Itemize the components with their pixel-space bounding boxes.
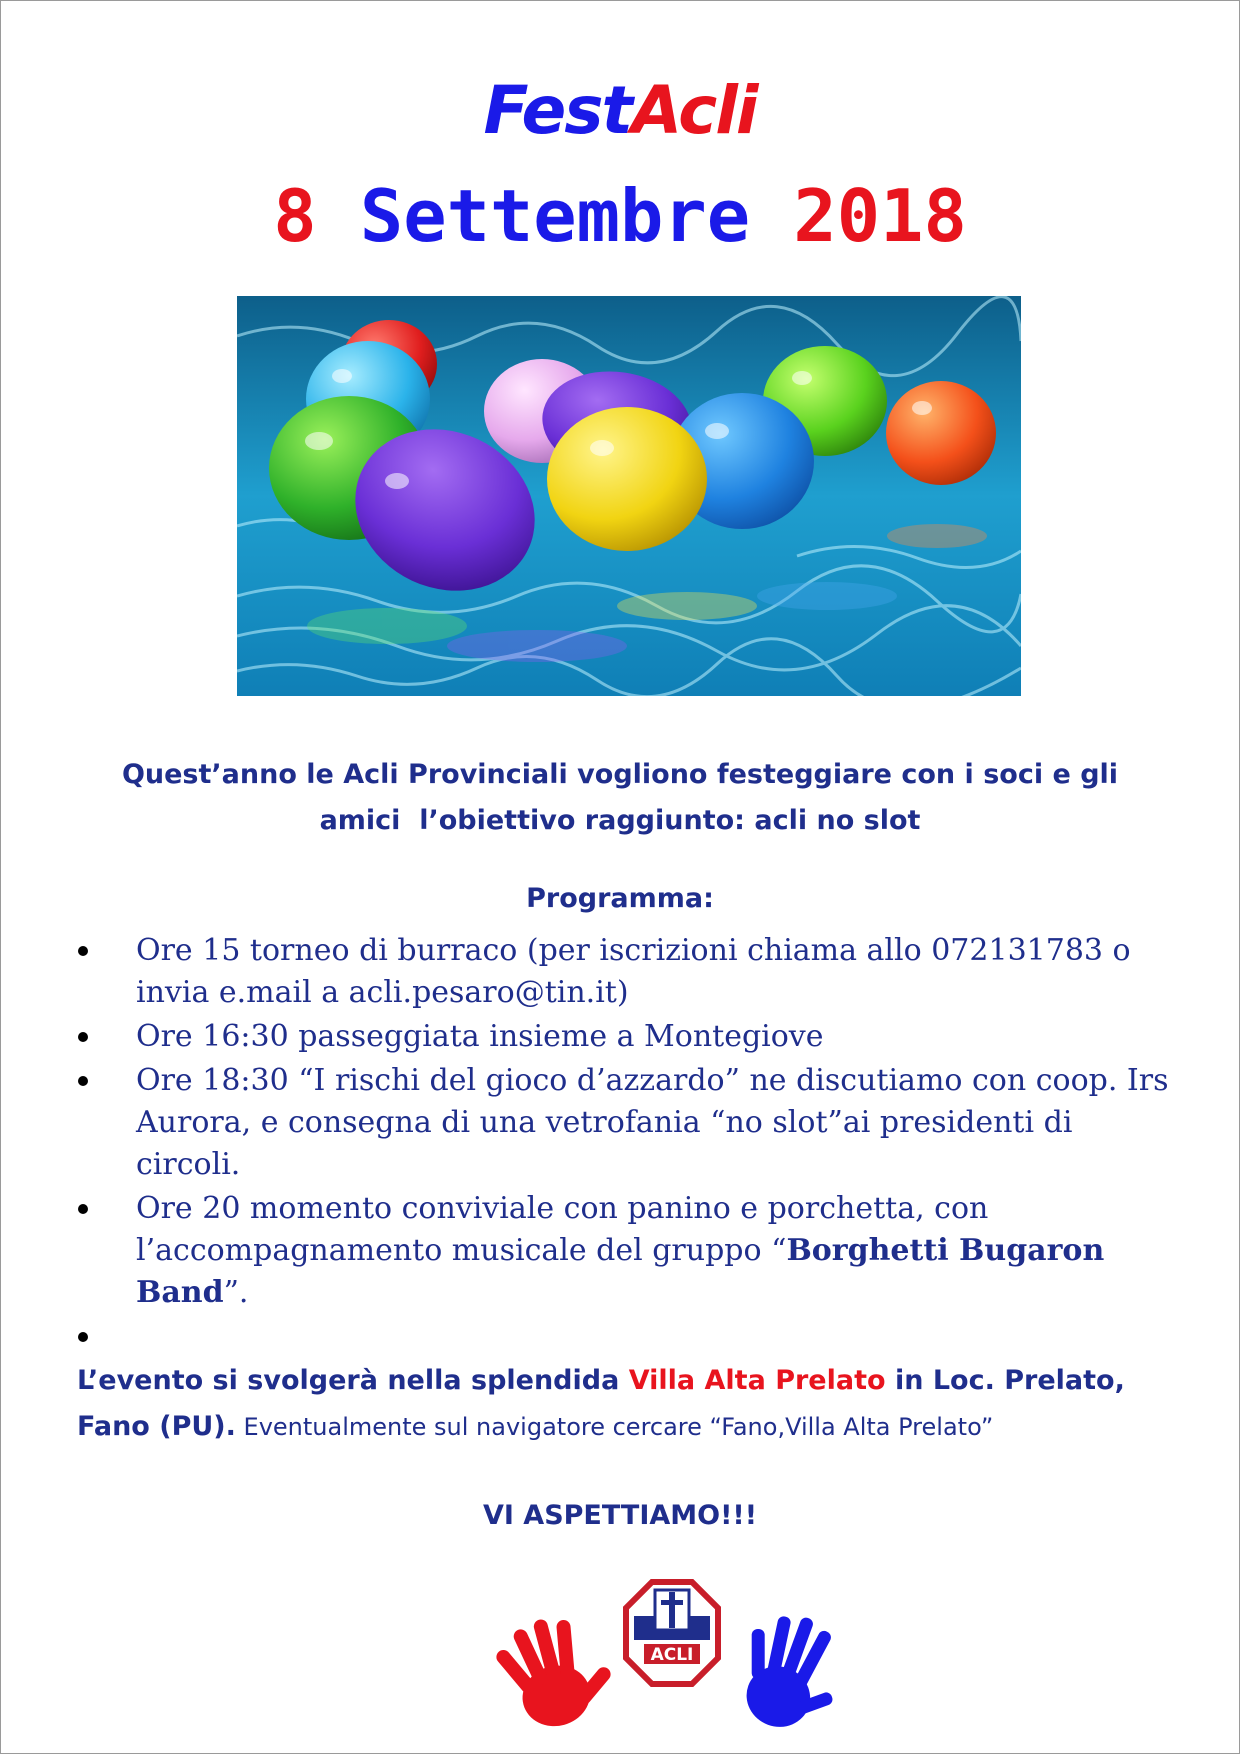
programma-heading: Programma:	[526, 883, 714, 914]
list-item-empty	[72, 1316, 1182, 1356]
bullet-icon	[78, 1032, 88, 1042]
date-year: 2018	[793, 174, 967, 258]
programma-item-2: Ore 16:30 passeggiata insieme a Montegiove	[136, 1019, 824, 1054]
list-item	[72, 1060, 1182, 1186]
programma-item-4-after: ”.	[223, 1275, 249, 1310]
event-location	[77, 1358, 1187, 1450]
intro-text	[90, 752, 1150, 844]
bullet-icon	[78, 1076, 88, 1086]
intro-line-1: Quest’anno le Acli Provinciali vogliono festeggiare con i soci e gli	[121, 759, 1119, 790]
list-item	[72, 1016, 1182, 1058]
programma-item-4-before: Ore 20 momento conviviale con panino e porchetta, con l’accompagnamento musicale del gruppo “	[136, 1191, 989, 1268]
evento-before: L’evento si svolgerà nella splendida	[77, 1365, 629, 1396]
title-fest: Fest	[483, 72, 632, 149]
programma-item-1: Ore 15 torneo di burraco (per iscrizioni chiama allo 072131783 o invia e.mail a acli.pesaro@tin.it)	[136, 933, 1131, 1010]
evento-after: in Loc. Prelato, Fano (PU).	[77, 1365, 1125, 1442]
bullet-icon	[78, 1332, 88, 1342]
date-month: Settembre	[359, 174, 751, 258]
svg-text:ACLI: ACLI	[650, 1645, 694, 1665]
closing-text: VI ASPETTIAMO!!!	[482, 1500, 758, 1531]
list-item	[72, 1188, 1182, 1314]
event-title	[0, 72, 1240, 149]
balloons-in-pool-photo	[237, 296, 1021, 696]
title-acli: Acli	[631, 72, 757, 149]
band-name: Borghetti Bugaron Band	[136, 1233, 1105, 1310]
event-date	[0, 174, 1240, 258]
programma-list	[72, 930, 1182, 1358]
programma-item-3: Ore 18:30 “I rischi del gioco d’azzardo” ne discutiamo con coop. Irs Aurora, e consegna di una vetrofania “no slot”ai presidenti di circoli.	[136, 1063, 1169, 1182]
bullet-icon	[78, 946, 88, 956]
villa-name: Villa Alta Prelato	[628, 1365, 886, 1396]
acli-logo-icon	[626, 1582, 718, 1684]
date-day: 8	[273, 174, 317, 258]
bullet-icon	[78, 1204, 88, 1214]
blue-handprint-icon	[723, 1601, 859, 1743]
list-item	[72, 930, 1182, 1014]
intro-line-2: amici l’obiettivo raggiunto: acli no slot	[319, 805, 921, 836]
navigator-hint: Eventualmente sul navigatore cercare “Fano,Villa Alta Prelato”	[235, 1413, 994, 1441]
red-handprint-icon	[487, 1605, 623, 1738]
logo-area	[480, 1570, 860, 1750]
